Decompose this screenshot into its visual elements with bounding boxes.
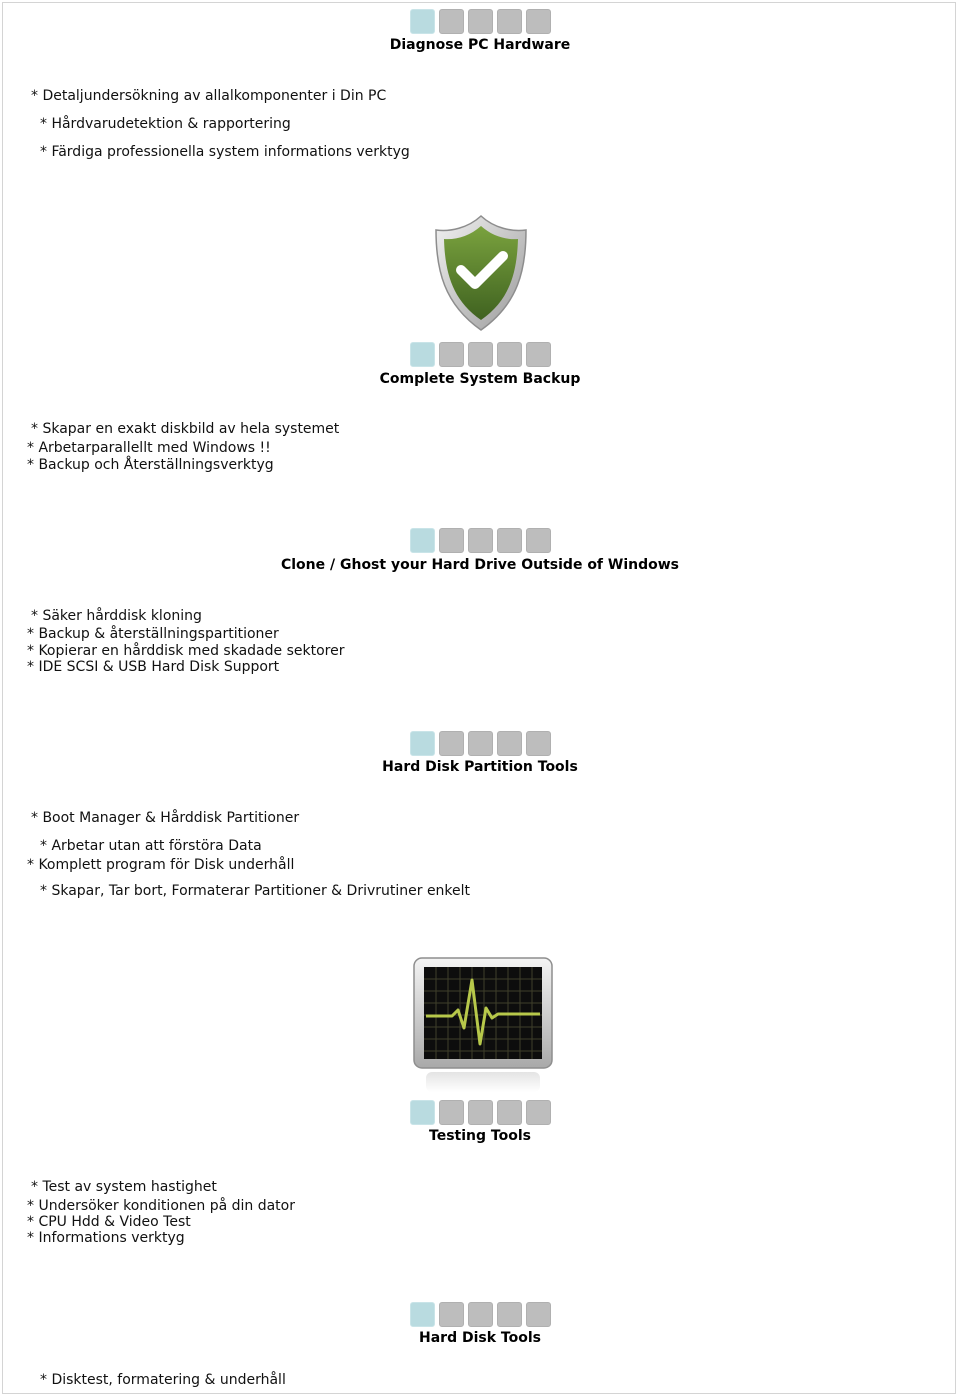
- feature-item: * Disktest, formatering & underhåll: [40, 1372, 286, 1388]
- rating-squares: [410, 1302, 552, 1328]
- feature-item: * Backup och Återställningsverktyg: [27, 457, 274, 473]
- feature-item: * Boot Manager & Hårddisk Partitioner: [31, 810, 300, 826]
- feature-item: * Skapar, Tar bort, Formaterar Partitioner & Drivrutiner enkelt: [40, 883, 471, 899]
- feature-item: * Arbetar utan att förstöra Data: [40, 838, 262, 854]
- rating-squares: [410, 342, 552, 368]
- feature-item: * Undersöker konditionen på din dator: [27, 1198, 295, 1214]
- activity-monitor-icon: [412, 956, 554, 1096]
- section-title: Complete System Backup: [379, 371, 581, 387]
- rating-squares: [410, 528, 552, 554]
- feature-item: * Hårdvarudetektion & rapportering: [40, 116, 291, 132]
- feature-item: * Detaljundersökning av allalkomponenter i Din PC: [31, 88, 387, 104]
- feature-item: * Arbetarparallellt med Windows !!: [27, 440, 271, 456]
- feature-item: * IDE SCSI & USB Hard Disk Support: [27, 659, 280, 675]
- rating-squares: [410, 1100, 552, 1126]
- section-title: Hard Disk Tools: [419, 1330, 541, 1346]
- shield-check-icon: [430, 214, 532, 338]
- feature-item: * Informations verktyg: [27, 1230, 185, 1246]
- feature-item: * Skapar en exakt diskbild av hela systemet: [31, 421, 340, 437]
- section-title: Hard Disk Partition Tools: [382, 759, 578, 775]
- feature-item: * Kopierar en hårddisk med skadade sektorer: [27, 643, 345, 659]
- rating-squares: [410, 731, 552, 757]
- feature-item: * Säker hårddisk kloning: [31, 608, 202, 624]
- section-title: Diagnose PC Hardware: [389, 37, 571, 53]
- feature-item: * CPU Hdd & Video Test: [27, 1214, 191, 1230]
- feature-item: * Backup & återställningspartitioner: [27, 626, 279, 642]
- rating-squares: [410, 9, 552, 35]
- section-title: Clone / Ghost your Hard Drive Outside of Windows: [280, 557, 680, 573]
- section-title: Testing Tools: [429, 1128, 531, 1144]
- feature-item: * Färdiga professionella system informations verktyg: [40, 144, 410, 160]
- feature-item: * Komplett program för Disk underhåll: [27, 857, 295, 873]
- feature-item: * Test av system hastighet: [31, 1179, 217, 1195]
